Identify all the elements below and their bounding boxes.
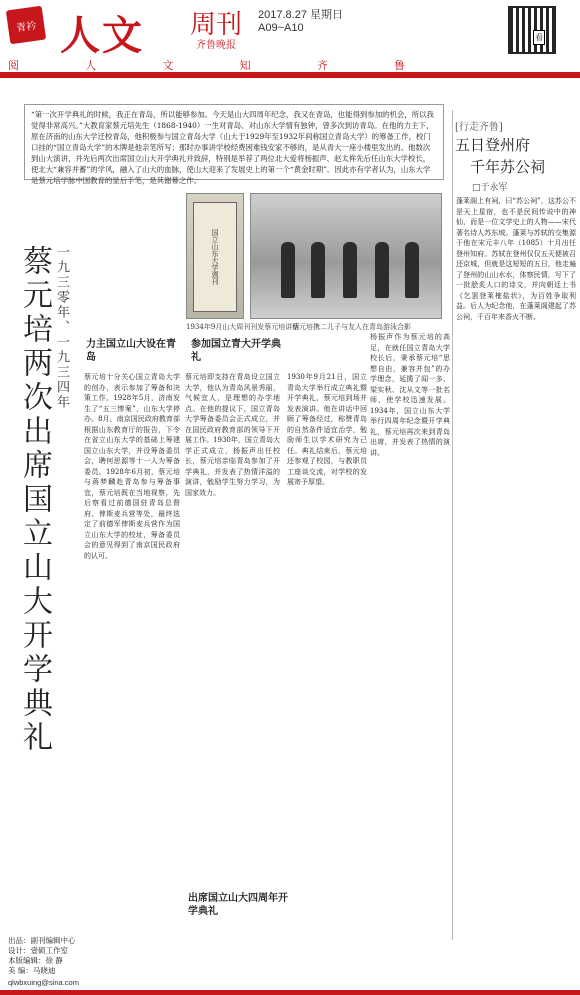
headline-years: 一九三零年、一九三四年	[54, 245, 69, 410]
editor-email[interactable]: qlwbxuing@sina.com	[8, 978, 79, 987]
tagline-char: 文	[162, 59, 177, 72]
issue-date: 2017.8.27 星期日	[258, 9, 343, 21]
tagline-char: 知	[239, 59, 254, 72]
person-figure	[375, 242, 389, 298]
subhead-2: 参加国立青大开学典礼	[191, 339, 281, 363]
subhead-1: 力主国立山大设在青岛	[86, 339, 176, 363]
tagline	[8, 57, 408, 73]
group-swim-photo	[250, 193, 442, 319]
newspaper-photo	[186, 193, 244, 319]
page-range: A09~A10	[258, 22, 304, 34]
main-headline: 蔡元培两次出席国立山大开学典礼	[17, 245, 52, 755]
credit-line: 本版编辑：徐 静	[8, 956, 63, 965]
sidebar-title-line1: 五日登州府	[455, 136, 531, 154]
logo-seal	[6, 6, 46, 45]
intro-box: “第一次开学典礼的时候，我正在青岛，所以能够参加。今天是山大四周年纪念，我又在青岛，也能得到参加的机会，所以我觉得非常高兴。”大教育家蔡元培先生（1868-1940）一生对青岛、对山东大学情有独钟，曾多次到访青岛。在他的力主下，原在济南的山东大学迁校青岛，他积极参与国立青岛大学（山大于1929年至1932年间称国立青岛大学）的筹备工作，校门口挂的“国立青岛大学”的木牌是他亲笔所写；那时办事讲学校经费困难钱安家不够的，是从青大一座小楼里发出的。他数次到山大演讲，并先后两次出席国立山大开学典礼并致辞，特别是举荐了两位北大爱将杨振声、赵太侔先后任山东大学校长，使北大“兼容并蓄”的学风，融入了山大的血脉，使山大迎来了发展史上的第一个“黄金时期”。因此亦有学者认为，山东大学是蔡元培学脉中国教育的显后手笔，是其谢幕之作。	[24, 104, 444, 180]
person-figure	[281, 242, 295, 298]
column-tag: [行走齐鲁]	[455, 122, 503, 133]
person-figure	[311, 242, 325, 298]
subhead-3: 出席国立山大四周年开学典礼	[188, 893, 288, 917]
article-column-4: 杨振声作为蔡元培的高足，在就任国立青岛大学校长后，秉承蔡元培“思想自由，兼容并包”的办学理念，延揽了闻一多、梁实秋、沈从文等一批名师，使学校迅速发展。1934年，国立山东大学举行四周年纪念暨开学典礼，蔡元培再次来到青岛出席，并发表了热情的演讲。	[370, 333, 450, 457]
credit-line: 美 编：马晓迪	[8, 966, 56, 975]
article-column-3: 1930年9月21日，国立青岛大学举行成立典礼暨开学典礼，蔡元培到场并发表演讲。他在讲话中回顾了筹备经过，称赞青岛的自然条件适宜治学，勉励师生以学术研究为己任。典礼结束后，蔡元培还参观了校园，与教职员工座谈交流，对学校的发展寄予厚望。	[287, 373, 367, 486]
footer-rule	[0, 990, 580, 995]
tagline-char: 齐	[316, 59, 331, 72]
photo2-caption: 蔡元培携二儿子与友人在青岛游泳合影	[292, 323, 411, 331]
person-figure	[405, 242, 419, 298]
weekly-label: 周刊	[190, 10, 243, 40]
article-column-2: 蔡元培即支持在青岛设立国立大学，他认为青岛风景秀丽，气候宜人，是理想的办学地点。在他的提议下，国立青岛大学筹备委员会正式成立，并在国民政府教育部的领导下开展工作。1930年，国立青岛大学正式成立，杨振声出任校长，蔡元培亲临青岛参加了开学典礼，并发表了热情洋溢的演讲，勉励学生努力学习，为国家效力。	[185, 373, 280, 497]
sidebar-article-body: 蓬莱阁上有祠，曰“苏公祠”，这苏公不是天上星宿，也不是民间传说中的神仙，而是一位文学史上的人物——宋代著名诗人苏东坡。蓬莱与苏轼的交集源于他在宋元丰八年（1085）十月出任登州知府。苏轼在登州仅仅五天便被召还京城，但就是这短短的五日，他走遍了登州的山山水水，体察民情，写下了一批脍炙人口的诗文，并向朝廷上书《乞罢登莱榷盐状》，为百姓争取利益。后人为纪念他，在蓬莱阁建起了苏公祠，千百年来香火不断。	[456, 197, 576, 321]
paper-name: 齐鲁晚报	[196, 40, 236, 51]
person-figure	[343, 242, 357, 298]
column-divider	[452, 110, 453, 940]
sidebar-title-line2: 千年苏公祠	[470, 158, 546, 176]
tagline-char: 阅	[8, 59, 22, 72]
credit-line: 出品：副刊编辑中心	[8, 936, 76, 945]
article-column-1: 蔡元培十分关心国立青岛大学的创办，表示参加了筹备和决策工作。1928年5月，济南发生了“五三惨案”，山东大学停办。8月，南京国民政府教育部根据山东教育厅的报告，下令在省立山东大学的基础上筹建国立山东大学，并设筹备委员会，聘何思源等十一人为筹备委员。1928年6月初，蔡元培与蒋梦麟赴青岛参与筹备事宜，蔡元培既在当地视察，先后察看过前德国驻青岛总督府、俾斯麦兵营等处，最终选定了前德军俾斯麦兵营作为国立山东大学的校址，筹备委员会的意见得到了南京国民政府的认可。	[84, 373, 180, 560]
logo-text: 青衿	[15, 20, 37, 34]
tagline-char: 鲁	[393, 59, 408, 72]
qr-code-icon[interactable]	[508, 6, 556, 54]
brand-title: 人文	[60, 13, 144, 59]
sidebar-author: □于永军	[472, 183, 508, 193]
photo1-caption: 1934年9月山大周刊刊发蔡元培讲话	[186, 323, 300, 331]
qr-label: 看	[533, 30, 545, 45]
credits	[8, 936, 76, 976]
newspaper-photo-text: 国立山东大学週刊	[193, 202, 237, 312]
tagline-char: 人	[85, 59, 100, 72]
credit-line: 设计：壹硕工作室	[8, 946, 68, 955]
masthead-rule	[0, 72, 580, 78]
